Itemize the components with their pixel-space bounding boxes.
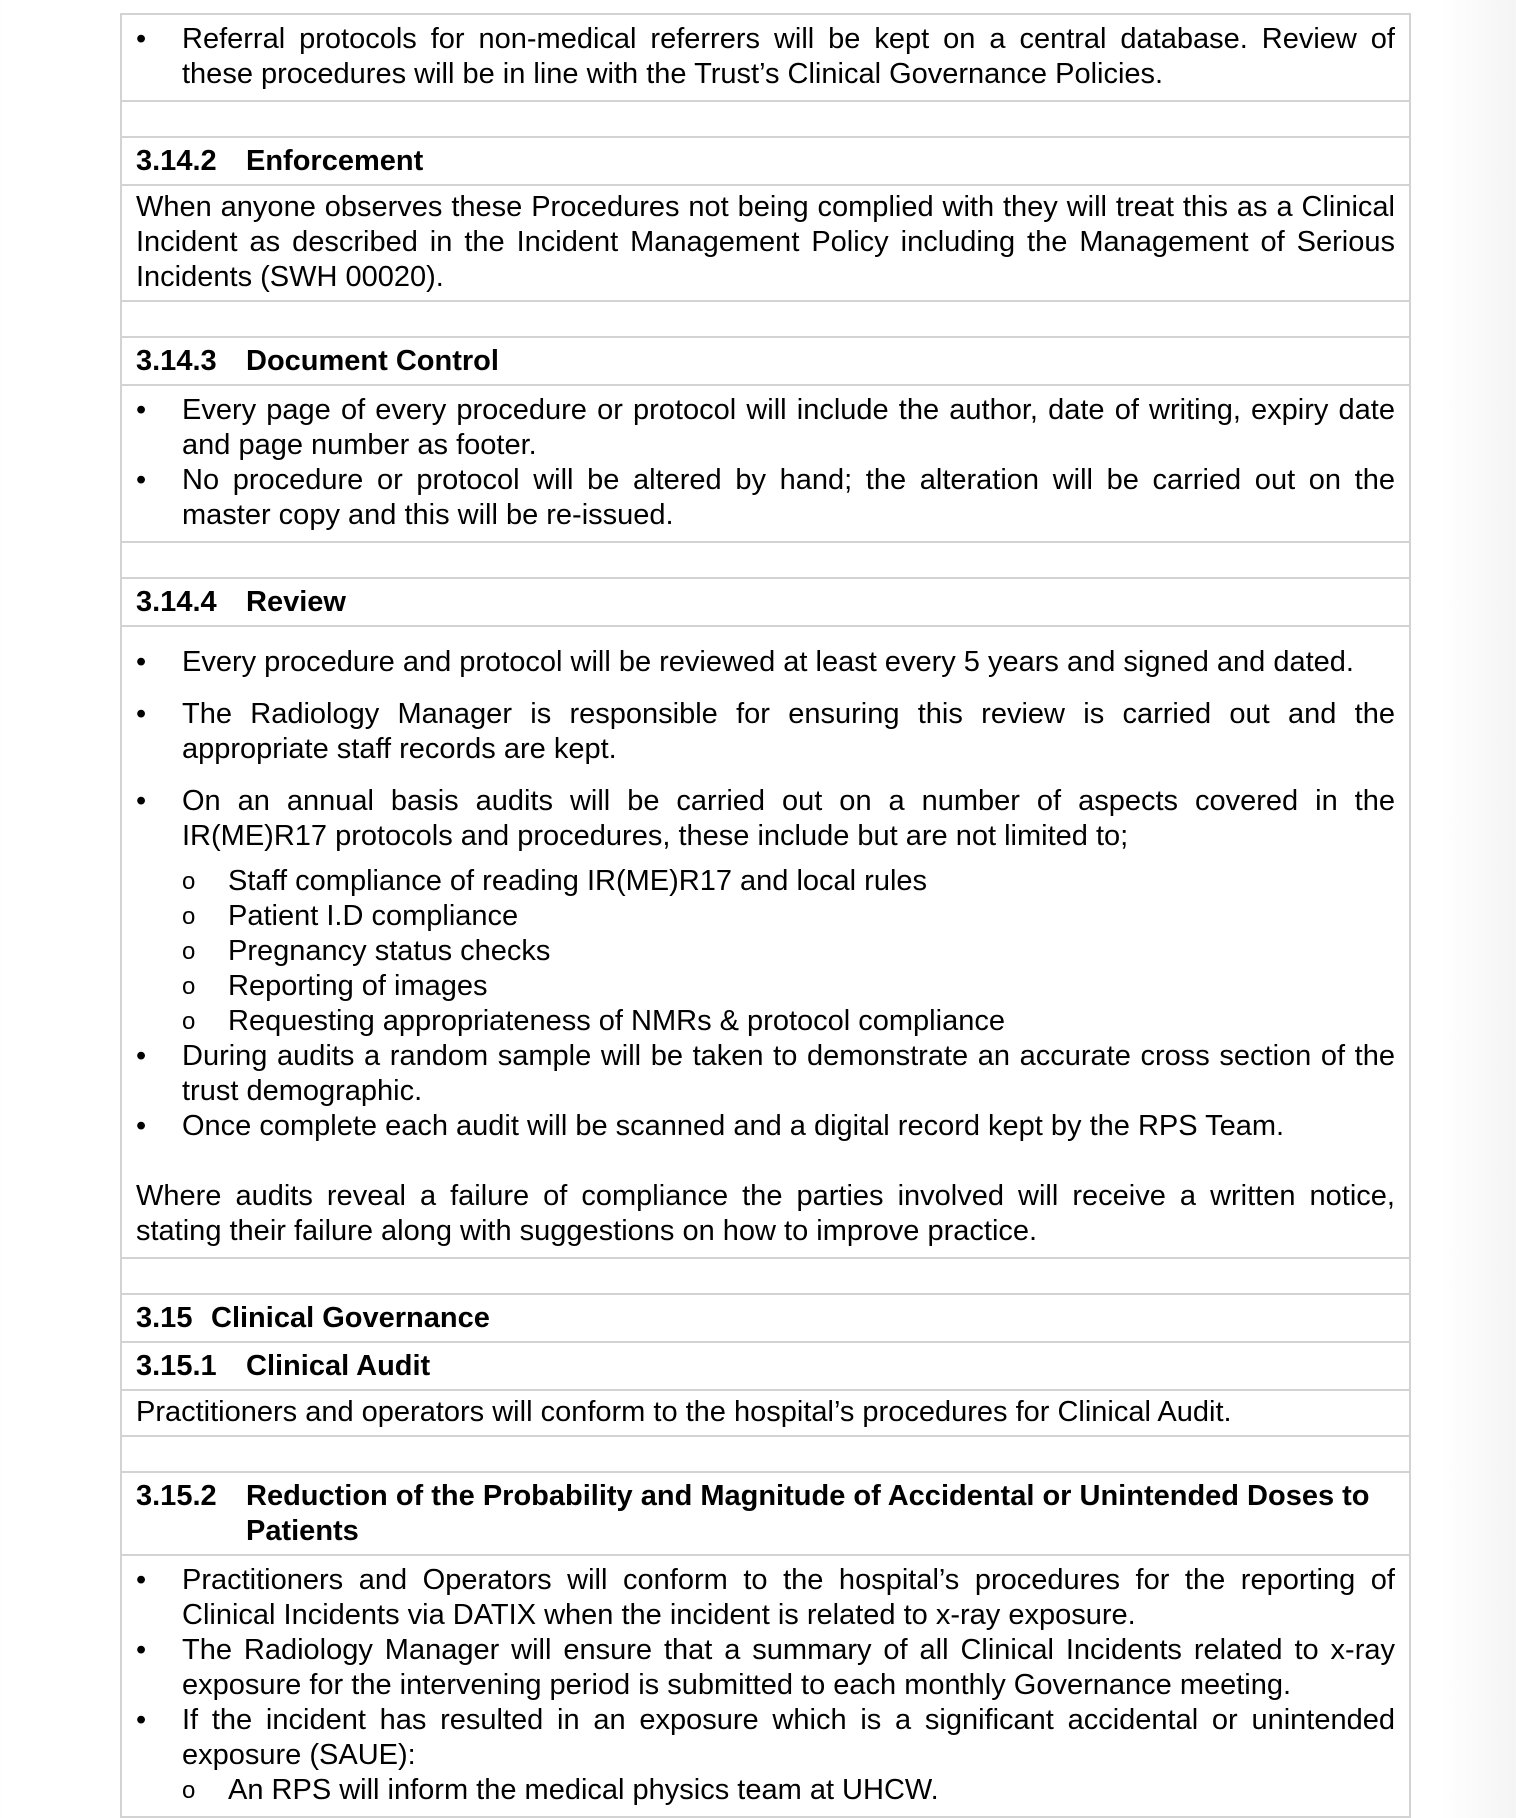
sub-bullet-item: o An RPS will inform the medical physics team at UHCW. <box>182 1773 1395 1808</box>
bullet-item: • If the incident has resulted in an exposure which is a significant accidental or unintended exposure (SAUE): <box>136 1703 1395 1773</box>
bullet-item: • Every procedure and protocol will be reviewed at least every 5 years and signed and dated. <box>136 645 1395 680</box>
spacer-row <box>122 300 1409 336</box>
spacer-row <box>122 1257 1409 1293</box>
bullet-item: • Referral protocols for non-medical referrers will be kept on a central database. Review of these procedures will be in line with the Trust’s Clinical Governance Policies. <box>136 22 1395 92</box>
section-title: Enforcement <box>246 145 424 177</box>
bullet-item: • The Radiology Manager will ensure that a summary of all Clinical Incidents related to x-ray exposure for the intervening period is submitted to each monthly Governance meeting. <box>136 1633 1395 1703</box>
section-number: 3.15.2 <box>136 1480 217 1512</box>
sub-bullet-item: o Pregnancy status checks <box>182 934 1395 969</box>
section-title: Review <box>246 586 346 618</box>
dose-reduction-body <box>122 1554 1409 1816</box>
bullet-item: • Practitioners and Operators will conform to the hospital’s procedures for the reporting of Clinical Incidents via DATIX when the incident is related to x-ray exposure. <box>136 1563 1395 1633</box>
document-table <box>120 13 1411 1818</box>
section-number: 3.15.1 <box>136 1350 217 1382</box>
section-title: Clinical Audit <box>246 1350 431 1382</box>
section-heading-3-14-2 <box>122 136 1409 184</box>
bullet-item: • No procedure or protocol will be altered by hand; the alteration will be carried out on the master copy and this will be re-issued. <box>136 463 1395 533</box>
review-closing-paragraph: Where audits reveal a failure of compliance the parties involved will receive a written notice, stating their failure along with suggestions on how to improve practice. <box>136 1180 1395 1247</box>
section-heading-3-15-1 <box>122 1341 1409 1389</box>
section-heading-3-15-2 <box>122 1471 1409 1554</box>
intro-row <box>122 15 1409 100</box>
review-body <box>122 625 1409 1257</box>
spacer-row <box>122 1435 1409 1471</box>
section-heading-3-14-4 <box>122 577 1409 625</box>
bullet-item: • Every page of every procedure or protocol will include the author, date of writing, expiry date and page number as footer. <box>136 393 1395 463</box>
bullet-item: • On an annual basis audits will be carried out on a number of aspects covered in the IR(ME)R17 protocols and procedures, these include but are not limited to; <box>136 784 1395 854</box>
document-control-body <box>122 384 1409 541</box>
section-heading-3-15 <box>122 1293 1409 1341</box>
section-title: Clinical Governance <box>211 1302 490 1334</box>
spacer-row <box>122 541 1409 577</box>
sub-bullet-item: o Staff compliance of reading IR(ME)R17 and local rules <box>182 864 1395 899</box>
spacer-row <box>122 100 1409 136</box>
section-number: 3.14.2 <box>136 145 217 177</box>
bullet-item: • Once complete each audit will be scanned and a digital record kept by the RPS Team. <box>136 1109 1395 1144</box>
section-heading-3-14-3 <box>122 336 1409 384</box>
bullet-item: • During audits a random sample will be taken to demonstrate an accurate cross section of the trust demographic. <box>136 1039 1395 1109</box>
sub-bullet-item: o Reporting of images <box>182 969 1395 1004</box>
clinical-audit-body: Practitioners and operators will conform to the hospital’s procedures for Clinical Audit. <box>122 1389 1409 1435</box>
section-number: 3.14.3 <box>136 345 217 377</box>
enforcement-body: When anyone observes these Procedures not being complied with they will treat this as a Clinical Incident as described in the Incident Management Policy including the Management of Serious Incidents (SWH 00020). <box>122 184 1409 300</box>
section-title: Document Control <box>246 345 499 377</box>
bullet-item: • The Radiology Manager is responsible for ensuring this review is carried out and the appropriate staff records are kept. <box>136 697 1395 767</box>
sub-bullet-item: o Patient I.D compliance <box>182 899 1395 934</box>
sub-bullet-item: o Requesting appropriateness of NMRs & protocol compliance <box>182 1004 1395 1039</box>
section-number: 3.15 <box>136 1302 193 1334</box>
section-title: Reduction of the Probability and Magnitude of Accidental or Unintended Doses to Patients <box>246 1480 1370 1547</box>
section-number: 3.14.4 <box>136 586 217 618</box>
